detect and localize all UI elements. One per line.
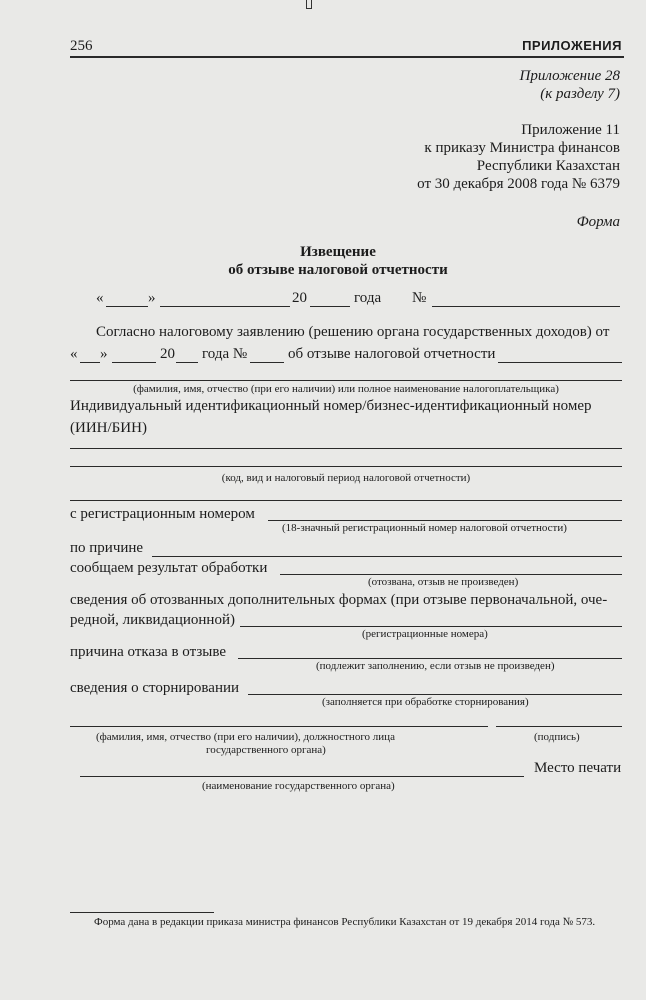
reg-number-field: [268, 520, 622, 521]
date-month-field: [160, 306, 290, 307]
signature-field: [496, 726, 622, 727]
order-minister: к приказу Министра финансов: [424, 140, 620, 156]
iin-line1: Индивидуальный идентификационный номер/бизнес-идентификационный номер: [70, 398, 592, 414]
date-year-word: года: [354, 290, 382, 306]
extra-forms-field: [240, 626, 622, 627]
extra-forms-line1: сведения об отозванных дополнительных формах (при отзыве первоначальной, оче-: [70, 592, 608, 608]
order-republic: Республики Казахстан: [476, 158, 620, 174]
authority-field: [80, 776, 524, 777]
iin-field-2: [70, 466, 622, 467]
title-line2: об отзыве налоговой отчетности: [228, 262, 448, 278]
caption-reg: (18-значный регистрационный номер налоговой отчетности): [282, 522, 567, 534]
para-month-field: [112, 362, 156, 363]
result-field: [280, 574, 622, 575]
footnote-rule: [70, 912, 214, 913]
reason-label: по причине: [70, 540, 144, 556]
caption-result: (отозвана, отзыв не произведен): [368, 576, 519, 588]
number-sign: №: [412, 290, 427, 306]
reg-number-label: с регистрационным номером: [70, 506, 255, 522]
caption-storno: (заполняется при обработке сторнирования): [322, 696, 529, 708]
paragraph-line1: Согласно налоговому заявлению (решению органа государственных доходов) от: [96, 324, 610, 340]
caption-official-1: (фамилия, имя, отчество (при его наличии), должностного лица: [96, 731, 395, 743]
caption-signature: (подпись): [534, 731, 580, 743]
para-tail-field: [498, 362, 622, 363]
para-number-field: [250, 362, 284, 363]
date-year-field: [310, 306, 350, 307]
page-number: 256: [70, 38, 93, 54]
order-date: от 30 декабря 2008 года № 6379: [417, 176, 620, 192]
caption-official-2: государственного органа): [206, 744, 326, 756]
reason-field: [152, 556, 622, 557]
header-rule: [70, 56, 624, 58]
date-quote-open: «: [96, 290, 104, 306]
storno-field: [248, 694, 622, 695]
taxpayer-field: [70, 380, 622, 381]
date-day-field: [106, 306, 148, 307]
refusal-label: причина отказа в отзыве: [70, 644, 226, 660]
refusal-field: [238, 658, 622, 659]
section-title: ПРИЛОЖЕНИЯ: [522, 38, 622, 53]
result-label: сообщаем результат обработки: [70, 560, 268, 576]
caption-taxpayer: (фамилия, имя, отчество (при его наличии) или полное наименование налогоплательщика): [133, 383, 559, 395]
para-subject: об отзыве налоговой отчетности: [288, 346, 496, 362]
caption-authority: (наименование государственного органа): [202, 780, 395, 792]
appendix-number: Приложение 28: [519, 68, 620, 84]
official-name-field: [70, 726, 488, 727]
form-label: Форма: [576, 214, 620, 230]
caption-code: (код, вид и налоговый период налоговой отчетности): [221, 472, 471, 484]
iin-line2: (ИИН/БИН): [70, 420, 147, 436]
date-quote-close: »: [148, 290, 156, 306]
para-year-word: года №: [202, 346, 248, 362]
para-quote-open: «: [70, 346, 78, 362]
stamp-place: Место печати: [534, 760, 622, 776]
footnote: Форма дана в редакции приказа министра финансов Республики Казахстан от 19 декабря 2014 года № 573.: [94, 916, 596, 928]
extra-forms-line2: редной, ликвидационной): [70, 612, 235, 628]
para-century: 20: [160, 346, 175, 362]
binding-mark: [306, 0, 312, 9]
appendix-section: (к разделу 7): [540, 86, 620, 102]
para-quote-close: »: [100, 346, 108, 362]
date-century: 20: [292, 290, 307, 306]
para-day-field: [80, 362, 100, 363]
caption-refusal: (подлежит заполнению, если отзыв не произведен): [316, 660, 555, 672]
storno-label: сведения о сторнировании: [70, 680, 240, 696]
iin-field-1: [70, 448, 622, 449]
title-line1: Извещение: [300, 244, 376, 260]
para-year-field: [176, 362, 198, 363]
code-field: [70, 500, 622, 501]
number-field: [432, 306, 620, 307]
caption-reg-numbers: (регистрационные номера): [362, 628, 488, 640]
order-appendix: Приложение 11: [521, 122, 620, 138]
